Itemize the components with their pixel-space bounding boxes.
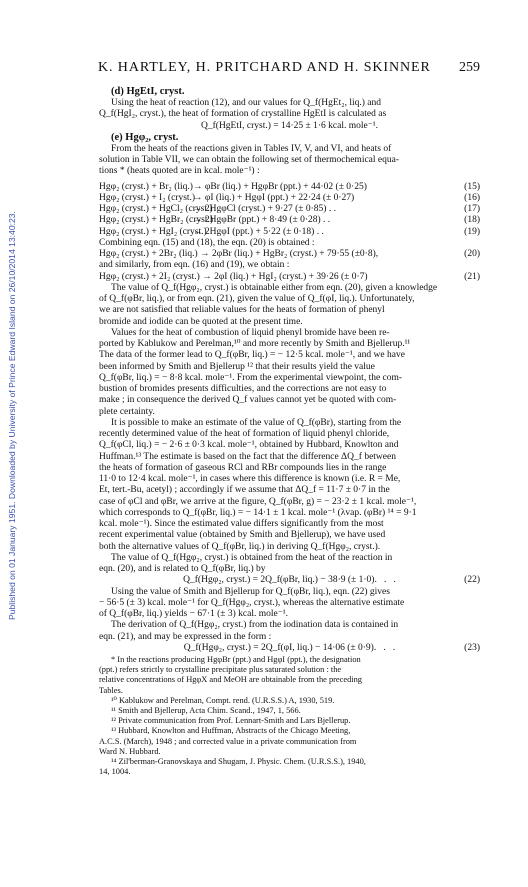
page-header xyxy=(98,60,480,78)
equation-number: (17) xyxy=(464,204,480,214)
equation-20 xyxy=(99,249,480,260)
equation-number: (16) xyxy=(464,192,480,203)
footnotes xyxy=(99,655,480,777)
reference-line: ¹⁴ Zil'berman-Granovskaya and Shugam, J. Physic. Chem. (U.R.S.S.), 1940, xyxy=(111,757,366,767)
reference-line: ¹² Private communication from Prof. Lennart-Smith and Lars Bjellerup. xyxy=(111,716,351,726)
equation-number: (15) xyxy=(464,181,480,192)
footnote-line: (ppt.) refers strictly to crystalline precipitate plus saturated solution : the xyxy=(99,665,342,675)
equation-hgeti: Q_f(HgEtI, cryst.) = 14·25 ± 1·6 kcal. mole⁻¹. xyxy=(201,120,378,131)
paragraph-line: plete certainty. xyxy=(99,406,155,417)
equation-23 xyxy=(99,643,480,654)
paragraph-line: It is possible to make an estimate of the value of Q_f(φBr), starting from the xyxy=(111,417,402,428)
page-number: 259 xyxy=(459,60,480,75)
reaction-row xyxy=(99,182,480,193)
paragraph-line: Q_f(HgI₂, cryst.), the heat of formation of crystalline HgEtI is calculated as xyxy=(99,109,387,120)
reaction-row xyxy=(99,215,480,226)
equation-number: (19) xyxy=(464,226,480,237)
paragraph-line: and similarly, from eqn. (16) and (19), we obtain : xyxy=(99,260,290,271)
reaction-products: → 2HgφBr (ppt.) + 8·49 (± 0·28) . . xyxy=(193,215,331,226)
download-watermark xyxy=(6,60,20,620)
paragraph-line: recent experimental value (obtained by Smith and Bjellerup), we have used xyxy=(99,530,386,541)
paragraph-line: which corresponds to Q_f(φBr, liq.) = − 14·1 ± 1 kcal. mole⁻¹ (λvap. (φBr) ¹⁴ = 9·1 xyxy=(99,507,417,518)
reference-line: ¹¹ Smith and Bjellerup, Acta Chim. Scand., 1947, 1, 566. xyxy=(111,706,301,716)
paragraph-line: solution in Table VII, we can obtain the following set of thermochemical equa- xyxy=(99,155,399,165)
equation-text: Q_f(Hgφ₂, cryst.) = 2Q_f(φBr, liq.) − 38·9 (± 1·0). . . xyxy=(183,575,396,586)
paragraph-line: Et, tert.-Bu, acetyl) ; accordingly if we assume that ΔQ_f = 11·7 ± 0·7 in the xyxy=(99,485,390,496)
paragraph-line: we are not satisfied that reliable values for the heats of formation of phenyl xyxy=(99,305,385,316)
reference-line: Ward N. Hubbard. xyxy=(99,746,161,756)
paragraph-line: bromide and iodide can be quoted at the present time. xyxy=(99,316,303,327)
paragraph-line: recently determined value of the heat of formation of liquid phenyl chloride, xyxy=(99,429,390,439)
paragraph-line: make ; in consequence the derived Q_f values cannot yet be quoted with com- xyxy=(99,395,397,406)
section-heading-hgeti: (d) HgEtI, cryst. xyxy=(111,86,185,97)
paragraph-line: ported by Kablukow and Perelman,¹⁰ and more recently by Smith and Bjellerup.¹¹ xyxy=(99,339,411,349)
paragraph-line: eqn. (21), and may be expressed in the form : xyxy=(99,631,272,642)
paragraph-line: case of φCl and φBr, we arrive at the figure, Q_f(φBr, g) = − 23·2 ± 1 kcal. mole⁻¹, xyxy=(99,496,417,507)
paragraph-line: From the heats of the reactions given in Tables IV, V, and VI, and heats of xyxy=(111,143,392,154)
paragraph-line: The derivation of Q_f(Hgφ₂, cryst.) from the iodination data is contained in xyxy=(111,620,399,631)
paragraph-line: Huffman.¹³ The estimate is based on the fact that the difference ΔQ_f between xyxy=(99,451,396,462)
equation-text: Hgφ₂ (cryst.) + 2I₂ (cryst.) → 2φI (liq.) + HgI₂ (cryst.) + 39·26 (± 0·7) xyxy=(99,271,368,282)
paragraph-line: Q_f(φBr, liq.) = − 8·8 kcal. mole⁻¹. From the experimental viewpoint, the com- xyxy=(99,372,403,383)
download-watermark-text: Published on 01 January 1951. Downloaded by University of Prince Edward Island on 26/10/2014 13:40:23. xyxy=(7,211,17,620)
footnote-line: * In the reactions producing HgφBr (ppt.) and HgφI (ppt.), the designation xyxy=(111,655,361,664)
reaction-products: → 2HgφCl (cryst.) + 9·27 (± 0·85) . . xyxy=(193,204,336,214)
paragraph-line: of Q_f(φBr, liq.) yields − 67·1 (± 3) kcal. mole⁻¹. xyxy=(99,609,288,619)
paragraph-line: The data of the former lead to Q_f(φBr, liq.) = − 12·5 kcal. mole⁻¹, and we have xyxy=(99,350,405,361)
equation-22 xyxy=(99,575,480,586)
paragraph-line: − 56·5 (± 3) kcal. mole⁻¹ for Q_f(Hgφ₂, cryst.), whereas the alternative estimate xyxy=(99,597,405,608)
reaction-products: → φBr (liq.) + HgφBr (ppt.) + 44·02 (± 0·25) xyxy=(193,181,367,192)
running-title: K. HARTLEY, H. PRITCHARD AND H. SKINNER xyxy=(98,60,431,75)
paragraph-line: of Q_f(φBr, liq.), or from eqn. (21), given the value of Q_f(φI, liq.). Unfortunately, xyxy=(99,294,415,304)
section-heading-hgph2: (e) Hgφ₂, cryst. xyxy=(111,131,179,143)
reference-line: ¹⁰ Kablukow and Perelman, Compt. rend. (U.R.S.S.) A, 1930, 519. xyxy=(111,695,335,705)
paragraph-line: Q_f(φCl, liq.) = − 2·6 ± 0·3 kcal. mole⁻¹, obtained by Hubbard, Knowlton and xyxy=(99,440,399,451)
equation-number: (22) xyxy=(464,575,480,586)
equation-text: Q_f(Hgφ₂, cryst.) = 2Q_f(φI, liq.) − 14·06 (± 0·9). . . xyxy=(183,642,396,653)
equation-text: Hgφ₂ (cryst.) + 2Br₂ (liq.) → 2φBr (liq.) + HgBr₂ (cryst.) + 79·55 (±0·8), xyxy=(99,249,379,259)
equation-number: (21) xyxy=(464,271,480,282)
paragraph-line: Values for the heat of combustion of liquid phenyl bromide have been re- xyxy=(111,327,390,338)
equation-number: (20) xyxy=(464,249,480,259)
paragraph-line: The value of Q_f(Hgφ₂, cryst.) is obtainable either from eqn. (20), given a knowledge xyxy=(111,282,438,293)
paragraph-line: been informed by Smith and Bjellerup ¹² that their results yield the value xyxy=(99,361,375,372)
reference-line: ¹³ Hubbard, Knowlton and Huffman, Abstracts of the Chicago Meeting, xyxy=(111,726,351,736)
paragraph-line: Combining eqn. (15) and (18), the eqn. (20) is obtained : xyxy=(99,237,315,248)
paragraph-line: both the alternative values of Q_f(φBr, liq.) in deriving Q_f(Hgφ₂, cryst.). xyxy=(99,541,381,552)
paragraph-line: Using the heat of reaction (12), and our values for Q_f(HgEt₂, liq.) and xyxy=(111,98,382,108)
reaction-reactants: Hgφ₂ (cryst.) + HgI₂ (cryst.) xyxy=(99,226,207,237)
paragraph-line: eqn. (20), and is related to Q_f(φBr, liq.) by xyxy=(99,564,266,574)
footnote-line: Tables. xyxy=(99,685,123,695)
equation-number: (23) xyxy=(464,642,480,653)
equation-number: (18) xyxy=(464,215,480,226)
page-body xyxy=(99,86,480,777)
paragraph-line: kcal. mole⁻¹). Since the estimated value differs significantly from the most xyxy=(99,519,384,529)
paragraph-line: the heats of formation of gaseous RCl and RBr compounds lies in the range xyxy=(99,462,387,473)
reaction-reactants: Hgφ₂ (cryst.) + HgBr₂ (cryst.) xyxy=(99,215,214,226)
reaction-reactants: Hgφ₂ (cryst.) + Br₂ (liq.) xyxy=(99,181,193,192)
footnote-line: relative concentrations of HgφX and MeOH are obtainable from the preceding xyxy=(99,675,362,685)
paragraph-line: 11·0 to 12·4 kcal. mole⁻¹, in cases where this difference is known (i.e. R = Me, xyxy=(99,474,401,484)
reference-line: A.C.S. (March), 1948 ; and corrected value in a private communication from xyxy=(99,736,357,746)
reaction-row xyxy=(99,193,480,204)
equation-21 xyxy=(99,272,480,283)
paragraph-line: tions * (heats quoted are in kcal. mole⁻¹) : xyxy=(99,166,260,177)
reaction-products: → φI (liq.) + HgφI (ppt.) + 22·24 (± 0·27) xyxy=(193,192,355,203)
reaction-row xyxy=(99,204,480,215)
paragraph-line: The value of Q_f(Hgφ₂, cryst.) is obtained from the heat of the reaction in xyxy=(111,552,393,563)
reaction-reactants: Hgφ₂ (cryst.) + I₂ (cryst.) xyxy=(99,192,196,203)
reaction-products: → 2HgφI (ppt.) + 5·22 (± 0·18) . . xyxy=(193,226,324,237)
reference-line: 14, 1004. xyxy=(99,767,131,777)
reaction-row xyxy=(99,227,480,238)
reaction-reactants: Hgφ₂ (cryst.) + HgCl₂ (cryst.) xyxy=(99,204,213,214)
paragraph-line: Using the value of Smith and Bjellerup for Q_f(φBr, liq.), eqn. (22) gives xyxy=(111,586,390,597)
paragraph-line: bustion of bromides presents difficulties, and the corrections are not easy to xyxy=(99,384,387,394)
